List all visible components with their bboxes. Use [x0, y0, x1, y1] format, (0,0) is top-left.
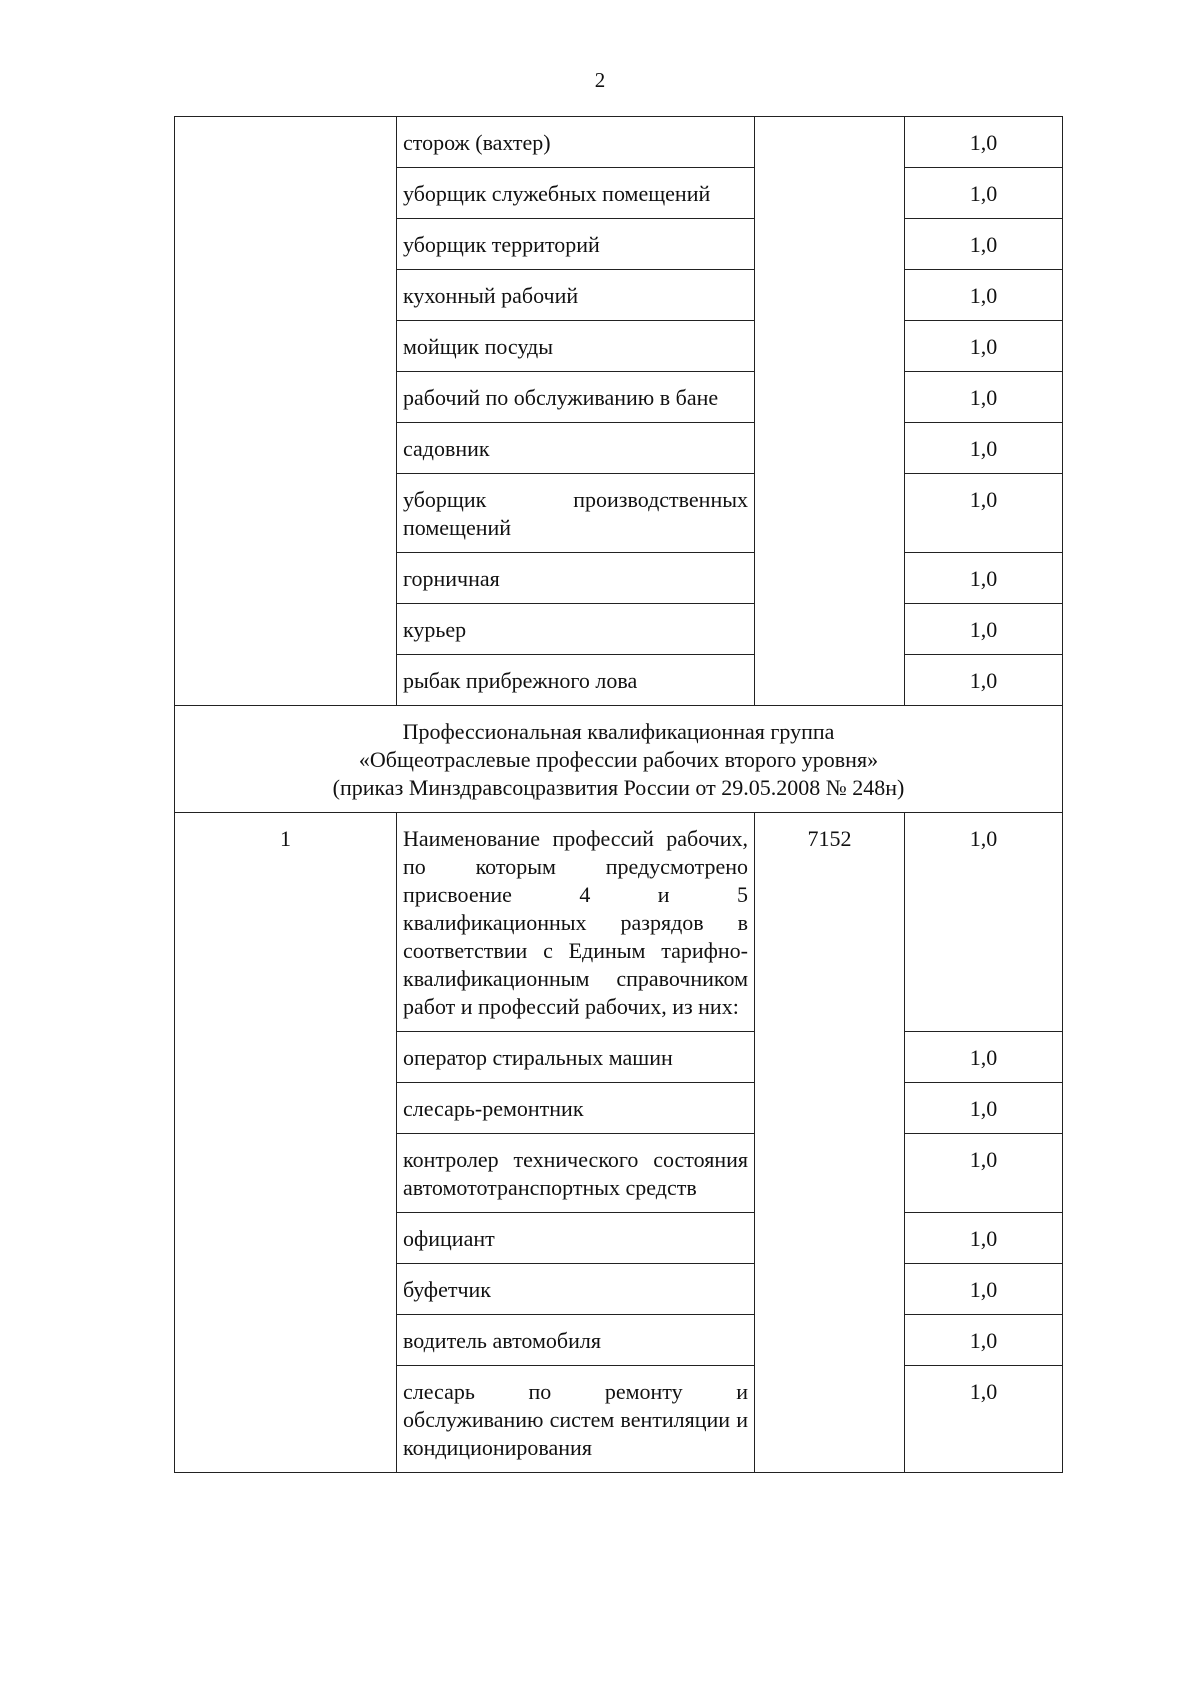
coefficient-value: 1,0: [905, 1315, 1063, 1366]
profession-table: [174, 116, 1063, 1473]
profession-name: мойщик посуды: [397, 321, 755, 372]
table-row: [175, 813, 1063, 1032]
coefficient-value: 1,0: [905, 423, 1063, 474]
group-header-line: «Общеотраслевые профессии рабочих второго уровня»: [358, 747, 879, 772]
coefficient-value: 1,0: [905, 372, 1063, 423]
profession-name: водитель автомобиля: [397, 1315, 755, 1366]
profession-name: официант: [397, 1213, 755, 1264]
coefficient-value: 1,0: [905, 604, 1063, 655]
group-header-line: (приказ Минздравсоцразвития России от 29.05.2008 № 248н): [332, 775, 905, 800]
coefficient-value: 1,0: [905, 474, 1063, 553]
profession-name: курьер: [397, 604, 755, 655]
level-number-cell: [175, 117, 397, 706]
coefficient-value: 1,0: [905, 270, 1063, 321]
profession-name: Наименование профессий рабочих, по которым предусмотрено присвоение 4 и 5 квалификационных разрядов в соответствии с Единым тарифно-квалификационным справочником работ и профессий рабочих, из них:: [397, 813, 755, 1032]
profession-name: садовник: [397, 423, 755, 474]
coefficient-value: 1,0: [905, 1264, 1063, 1315]
page-number: 2: [594, 68, 606, 92]
group-header-line: Профессиональная квалификационная группа: [402, 719, 835, 744]
profession-name: уборщик служебных помещений: [397, 168, 755, 219]
coefficient-value: 1,0: [905, 117, 1063, 168]
code-cell: [755, 117, 905, 706]
coefficient-value: 1,0: [905, 1213, 1063, 1264]
coefficient-value: 1,0: [905, 813, 1063, 1032]
table-row: [175, 117, 1063, 168]
profession-name: рабочий по обслуживанию в бане: [397, 372, 755, 423]
coefficient-value: 1,0: [905, 1366, 1063, 1473]
coefficient-value: 1,0: [905, 321, 1063, 372]
profession-name: сторож (вахтер): [397, 117, 755, 168]
coefficient-value: 1,0: [905, 553, 1063, 604]
profession-name: слесарь-ремонтник: [397, 1083, 755, 1134]
coefficient-value: 1,0: [905, 1083, 1063, 1134]
coefficient-value: 1,0: [905, 219, 1063, 270]
group-header: [175, 706, 1063, 813]
coefficient-value: 1,0: [905, 655, 1063, 706]
level-number: 1: [175, 813, 397, 1473]
profession-name: оператор стиральных машин: [397, 1032, 755, 1083]
coefficient-value: 1,0: [905, 168, 1063, 219]
coefficient-value: 1,0: [905, 1134, 1063, 1213]
coefficient-value: 1,0: [905, 1032, 1063, 1083]
profession-name: контролер технического состояния автомототранспортных средств: [397, 1134, 755, 1213]
profession-name: слесарь по ремонту и обслуживанию систем вентиляции и кондиционирования: [397, 1366, 755, 1473]
profession-name: горничная: [397, 553, 755, 604]
profession-name: кухонный рабочий: [397, 270, 755, 321]
profession-name: уборщик производственных помещений: [397, 474, 755, 553]
profession-code: 7152: [755, 813, 905, 1473]
profession-name: рыбак прибрежного лова: [397, 655, 755, 706]
profession-name: уборщик территорий: [397, 219, 755, 270]
profession-name: буфетчик: [397, 1264, 755, 1315]
group-header-row: [175, 706, 1063, 813]
